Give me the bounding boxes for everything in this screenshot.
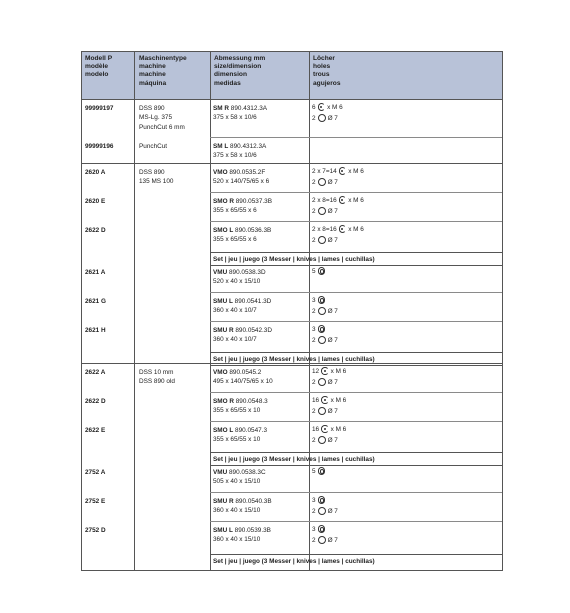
model-number: 2752 A	[85, 469, 106, 476]
holes-cell	[312, 167, 364, 188]
hole-spec: x M 6	[327, 104, 343, 111]
dimension-cell	[213, 168, 269, 187]
set-note: Set | jeu | juego (3 Messer | knives | lames | cuchillas)	[213, 558, 375, 565]
row-divider	[210, 452, 502, 453]
hole-line	[312, 103, 343, 114]
header-model: Modell P modèle modelo	[85, 55, 113, 79]
hole-count: 2	[312, 536, 316, 544]
hole-line	[312, 196, 364, 207]
thread-icon	[339, 167, 347, 175]
hole-spec: Ø 7	[327, 236, 338, 244]
hole-spec: x M 6	[348, 168, 364, 175]
part-size: 355 x 65/55 x 10	[213, 407, 261, 415]
part-size: 520 x 140/75/65 x 6	[213, 178, 270, 186]
hole-count: 6	[312, 104, 316, 111]
row-divider	[210, 137, 502, 138]
part-code-prefix: SMO R	[213, 398, 234, 405]
row-divider	[210, 465, 502, 466]
hole-spec: x M 6	[330, 397, 347, 404]
circle-icon	[318, 114, 326, 122]
thread-icon	[321, 367, 329, 375]
hole-line	[312, 467, 327, 478]
hole-count: 5	[312, 468, 316, 475]
hole-line	[312, 178, 364, 189]
model-number: 2622 A	[85, 369, 106, 376]
hole-line	[312, 367, 346, 378]
set-note: Set | jeu | juego (3 Messer | knives | lames | cuchillas)	[213, 456, 375, 463]
hole-line	[312, 507, 338, 518]
hole-line	[312, 436, 346, 447]
thread-icon	[318, 103, 326, 111]
countersink-icon	[318, 296, 326, 304]
part-size: 355 x 65/55 x 6	[213, 236, 257, 244]
hole-spec: x M 6	[330, 368, 347, 375]
hole-count: 2	[312, 207, 316, 215]
hole-line	[312, 336, 338, 347]
row-divider	[210, 521, 502, 522]
holes-cell	[312, 425, 346, 446]
part-code-prefix: VMU	[213, 269, 228, 276]
hole-line	[312, 167, 364, 178]
dimension-cell	[213, 142, 266, 161]
dimension-cell	[213, 226, 271, 245]
model-number: 2752 E	[85, 498, 106, 505]
part-size: 355 x 65/55 x 10	[213, 436, 261, 444]
model-number: 2622 E	[85, 427, 106, 434]
hole-line	[312, 407, 346, 418]
part-size: 520 x 40 x 15/10	[213, 278, 261, 286]
circle-icon	[318, 407, 326, 415]
part-size: 360 x 40 x 15/10	[213, 536, 261, 544]
hole-count: 3	[312, 497, 316, 504]
hole-line	[312, 267, 327, 278]
holes-cell	[312, 496, 338, 517]
circle-icon	[318, 436, 326, 444]
part-code-prefix: VMO	[213, 169, 228, 176]
holes-cell	[312, 103, 343, 124]
table-header	[82, 52, 502, 100]
part-code-prefix: VMO	[213, 369, 228, 376]
dimension-cell	[213, 497, 272, 516]
part-code: 890.4312.3A	[230, 143, 267, 150]
model-number: 2752 D	[85, 527, 106, 534]
row-divider	[210, 292, 502, 293]
dimension-cell	[213, 326, 272, 345]
holes-cell	[312, 396, 346, 417]
hole-line	[312, 207, 364, 218]
dimension-cell	[213, 297, 271, 316]
countersink-icon	[318, 467, 326, 475]
model-number: 99999197	[85, 105, 114, 112]
circle-icon	[318, 536, 326, 544]
dimension-cell	[213, 468, 266, 487]
hole-count: 3	[312, 526, 316, 533]
model-number: 2622 D	[85, 398, 106, 405]
part-code-prefix: SMU L	[213, 527, 233, 534]
hole-count: 2 x 8=16	[312, 197, 337, 204]
hole-count: 3	[312, 297, 316, 304]
row-divider	[210, 252, 502, 253]
hole-spec: Ø 7	[327, 507, 338, 515]
part-code: 890.0539.3B	[234, 527, 271, 534]
hole-count: 12	[312, 368, 320, 375]
hole-spec: Ø 7	[327, 407, 338, 415]
hole-line	[312, 536, 338, 547]
hole-count: 2	[312, 336, 316, 344]
hole-line	[312, 425, 346, 436]
hole-line	[312, 378, 346, 389]
hole-count: 5	[312, 268, 316, 275]
part-code: 890.0536.3B	[235, 227, 272, 234]
machine-type: PunchCut	[139, 143, 168, 150]
part-code-prefix: SMO L	[213, 427, 234, 434]
machine-type: DSS 890 135 MS 100	[139, 169, 174, 186]
part-code: 890.0538.3C	[228, 469, 266, 476]
hole-spec: Ø 7	[327, 178, 338, 186]
hole-spec: Ø 7	[327, 378, 338, 386]
hole-count: 2 x 7=14	[312, 168, 337, 175]
model-number: 2620 A	[85, 169, 106, 176]
countersink-icon	[318, 496, 326, 504]
hole-count: 2	[312, 507, 316, 515]
circle-icon	[318, 307, 326, 315]
part-size: 375 x 58 x 10/6	[213, 152, 257, 160]
hole-line	[312, 496, 338, 507]
part-code-prefix: SM L	[213, 143, 229, 150]
part-code: 890.0537.3B	[235, 198, 272, 205]
dimension-cell	[213, 197, 272, 216]
thread-icon	[339, 196, 347, 204]
row-divider	[210, 192, 502, 193]
circle-icon	[318, 207, 326, 215]
part-size: 505 x 40 x 15/10	[213, 478, 261, 486]
set-note: Set | jeu | juego (3 Messer | knives | lames | cuchillas)	[213, 356, 375, 363]
part-code: 890.0547.3	[235, 427, 268, 434]
header-holes: Löcher holes trous agujeros	[313, 55, 341, 87]
hole-count: 2 x 8=16	[312, 226, 337, 233]
hole-spec: x M 6	[348, 226, 364, 233]
column-divider	[134, 52, 135, 570]
hole-count: 3	[312, 326, 316, 333]
part-code-prefix: VMU	[213, 469, 228, 476]
part-code: 890.0535.2F	[229, 169, 266, 176]
part-code-prefix: SMO R	[213, 198, 234, 205]
row-divider	[82, 163, 502, 164]
circle-icon	[318, 378, 326, 386]
hole-line	[312, 296, 338, 307]
header-dimension: Abmessung mm size/dimension dimension medidas	[214, 55, 266, 87]
circle-icon	[318, 178, 326, 186]
machine-type: DSS 890 MS-Lg. 375 PunchCut 6 mm	[139, 105, 185, 131]
row-divider	[210, 321, 502, 322]
hole-line	[312, 236, 364, 247]
holes-cell	[312, 267, 327, 278]
part-size: 495 x 140/75/65 x 10	[213, 378, 273, 386]
row-divider	[210, 221, 502, 222]
row-divider	[210, 392, 502, 393]
circle-icon	[318, 507, 326, 515]
part-code: 890.0545.2	[229, 369, 262, 376]
hole-count: 16	[312, 397, 320, 404]
row-divider	[210, 421, 502, 422]
set-note: Set | jeu | juego (3 Messer | knives | lames | cuchillas)	[213, 256, 375, 263]
row-divider	[210, 554, 502, 555]
model-number: 2621 A	[85, 269, 106, 276]
holes-cell	[312, 325, 338, 346]
part-size: 360 x 40 x 10/7	[213, 307, 257, 315]
hole-count: 16	[312, 426, 320, 433]
header-machine: Maschinentype machine machine máquina	[139, 55, 187, 87]
hole-count: 2	[312, 378, 316, 386]
row-divider	[210, 492, 502, 493]
hole-count: 2	[312, 407, 316, 415]
circle-icon	[318, 336, 326, 344]
dimension-cell	[213, 397, 268, 416]
holes-cell	[312, 296, 338, 317]
hole-count: 2	[312, 178, 316, 186]
part-code: 890.0538.3D	[228, 269, 266, 276]
hole-line	[312, 225, 364, 236]
part-size: 375 x 58 x 10/6	[213, 114, 257, 122]
part-code: 890.0542.3D	[235, 327, 272, 334]
dimension-cell	[213, 368, 273, 387]
hole-spec: Ø 7	[327, 114, 338, 122]
model-number: 2622 D	[85, 227, 106, 234]
hole-count: 2	[312, 114, 316, 122]
part-code-prefix: SMU R	[213, 498, 234, 505]
holes-cell	[312, 225, 364, 246]
part-size: 360 x 40 x 15/10	[213, 507, 261, 515]
part-code-prefix: SMU R	[213, 327, 234, 334]
hole-line	[312, 114, 343, 125]
dimension-cell	[213, 104, 267, 123]
circle-icon	[318, 236, 326, 244]
hole-line	[312, 525, 338, 536]
part-size: 355 x 65/55 x 6	[213, 207, 257, 215]
model-number: 2620 E	[85, 198, 106, 205]
hole-spec: Ø 7	[327, 436, 338, 444]
part-code: 890.0541.3D	[234, 298, 272, 305]
hole-spec: Ø 7	[327, 536, 338, 544]
holes-cell	[312, 196, 364, 217]
hole-count: 2	[312, 436, 316, 444]
hole-line	[312, 307, 338, 318]
row-divider	[210, 265, 502, 266]
part-code: 890.0548.3	[235, 398, 268, 405]
model-number: 99999196	[85, 143, 114, 150]
hole-line	[312, 396, 346, 407]
thread-icon	[321, 396, 329, 404]
dimension-cell	[213, 526, 271, 545]
thread-icon	[321, 425, 329, 433]
countersink-icon	[318, 267, 326, 275]
hole-spec: Ø 7	[327, 307, 338, 315]
row-divider	[210, 352, 502, 353]
hole-count: 2	[312, 236, 316, 244]
hole-spec: x M 6	[348, 197, 364, 204]
part-code-prefix: SMU L	[213, 298, 233, 305]
hole-count: 2	[312, 307, 316, 315]
machine-type: DSS 10 mm DSS 890 old	[139, 369, 175, 386]
part-size: 360 x 40 x 10/7	[213, 336, 257, 344]
thread-icon	[339, 225, 347, 233]
countersink-icon	[318, 325, 326, 333]
hole-spec: Ø 7	[327, 207, 338, 215]
hole-spec: x M 6	[330, 426, 347, 433]
part-code: 890.4312.3A	[230, 105, 268, 112]
holes-cell	[312, 467, 327, 478]
hole-line	[312, 325, 338, 336]
dimension-cell	[213, 268, 266, 287]
row-divider	[210, 365, 502, 366]
model-number: 2621 H	[85, 327, 106, 334]
holes-cell	[312, 525, 338, 546]
model-number: 2621 G	[85, 298, 106, 305]
parts-table	[81, 51, 503, 571]
part-code: 890.0540.3B	[235, 498, 272, 505]
hole-spec: Ø 7	[327, 336, 338, 344]
part-code-prefix: SM R	[213, 105, 229, 112]
holes-cell	[312, 367, 346, 388]
dimension-cell	[213, 426, 267, 445]
countersink-icon	[318, 525, 326, 533]
part-code-prefix: SMO L	[213, 227, 234, 234]
